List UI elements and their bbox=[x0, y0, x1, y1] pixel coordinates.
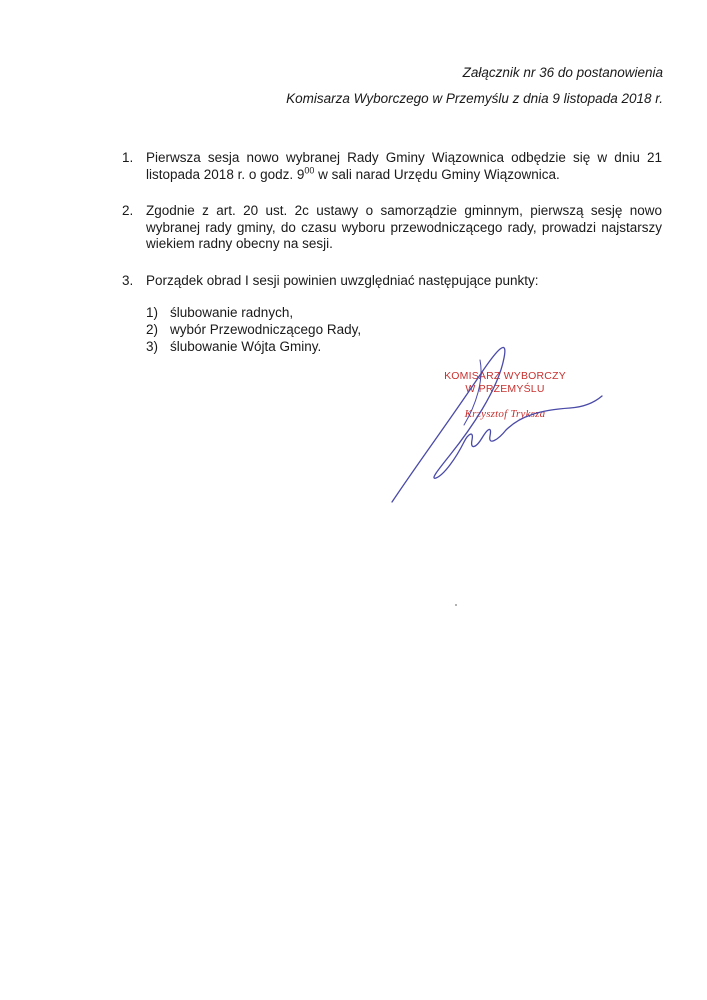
attachment-title: Załącznik nr 36 do postanowienia bbox=[462, 65, 663, 80]
item-text-part: w sali narad Urzędu Gminy Wiązownica. bbox=[314, 166, 560, 182]
stamp-signatory-name: Krzysztof Tryksza bbox=[464, 408, 546, 420]
time-superscript: 00 bbox=[304, 165, 315, 175]
document-header bbox=[286, 60, 663, 112]
sublist-item bbox=[146, 304, 662, 321]
scan-speck bbox=[455, 604, 457, 606]
attachment-reference: Komisarza Wyborczego w Przemyślu z dnia 9 listopada 2018 r. bbox=[286, 91, 663, 106]
item-number: 2. bbox=[122, 203, 134, 218]
item-text: Porządek obrad I sesji powinien uwzględniać następujące punkty: bbox=[146, 272, 539, 288]
list-item bbox=[122, 203, 662, 253]
stamp-line-title: KOMISARZ WYBORCZY bbox=[444, 370, 566, 382]
item-text bbox=[146, 150, 662, 183]
stamp-line-city: W PRZEMYŚLU bbox=[465, 383, 545, 395]
subitem-number: 3) bbox=[146, 339, 159, 354]
item-number: 3. bbox=[122, 272, 134, 288]
subitem-number: 2) bbox=[146, 322, 159, 337]
list-item bbox=[122, 150, 662, 183]
item-number: 1. bbox=[122, 150, 134, 165]
subitem-number: 1) bbox=[146, 305, 159, 320]
subitem-text: ślubowanie radnych, bbox=[170, 305, 294, 320]
item-text-part: Pierwsza sesja nowo wybranej Rady Gminy Wiązownica odbędzie się w dniu 21 listopada 2018 r. o godz. 9 bbox=[146, 150, 662, 182]
subitem-text: ślubowanie Wójta Gminy. bbox=[170, 339, 322, 354]
item-text: Zgodnie z art. 20 ust. 2c ustawy o samorządzie gminnym, pierwszą sesję nowo wybranej rady gminy, do czasu wyboru przewodniczącego rady, prowadzi najstarszy wiekiem radny obecny na sesji. bbox=[146, 203, 662, 251]
handwritten-signature bbox=[380, 330, 620, 510]
subitem-text: wybór Przewodniczącego Rady, bbox=[170, 322, 362, 337]
